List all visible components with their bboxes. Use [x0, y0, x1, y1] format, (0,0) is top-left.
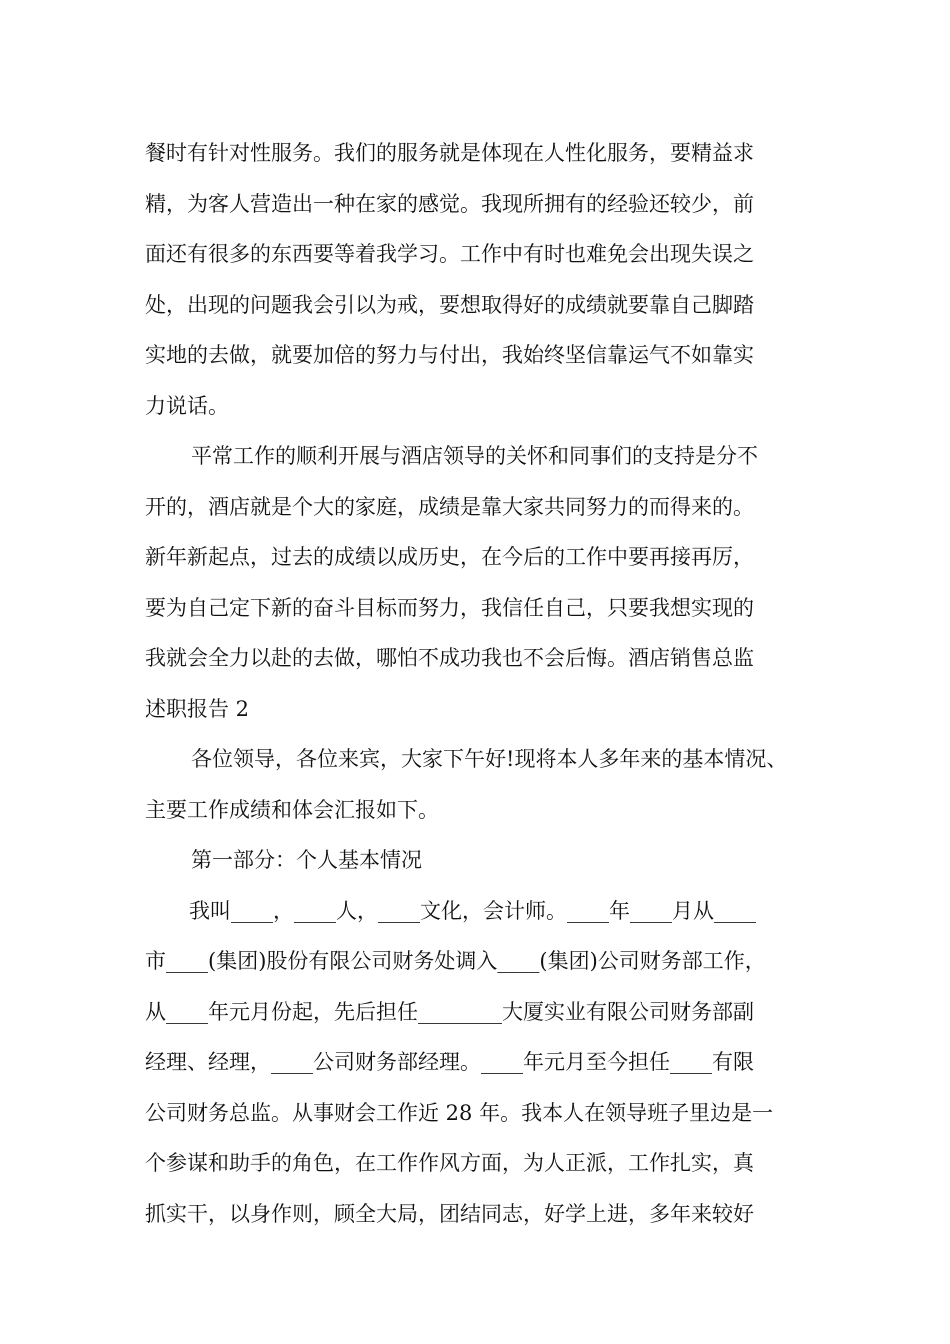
paragraph-start-line: 我叫____，____人，____文化，会计师。____年____月从____: [189, 898, 756, 923]
text-line: 从____年元月份起，先后担任________大厦实业有限公司财务部副: [145, 999, 754, 1024]
text-line: 经理、经理，____公司财务部经理。____年元月至今担任____有限: [145, 1050, 754, 1074]
text-line: 面还有很多的东西要等着我学习。工作中有时也难免会出现失误之: [145, 242, 754, 266]
paragraph-start-line: 各位领导，各位来宾，大家下午好!现将本人多年来的基本情况、: [191, 747, 788, 771]
text-line: 处，出现的问题我会引以为戒，要想取得好的成绩就要靠自己脚踏: [145, 292, 754, 317]
text-line: 实地的去做，就要加倍的努力与付出，我始终坚信靠运气不如靠实: [145, 343, 754, 367]
text-line: 抓实干，以身作则，顾全大局，团结同志，好学上进，多年来较好: [145, 1201, 754, 1226]
text-line: 餐时有针对性服务。我们的服务就是体现在人性化服务，要精益求: [145, 141, 754, 165]
text-line: 力说话。: [145, 393, 229, 418]
text-line: 市____(集团)股份有限公司财务处调入____(集团)公司财务部工作，: [145, 949, 766, 973]
text-line: 我就会全力以赴的去做，哪怕不成功我也不会后悔。酒店销售总监: [145, 646, 754, 670]
section-heading: 第一部分：个人基本情况: [191, 848, 422, 872]
text-line: 公司财务总监。从事财会工作近 28 年。我本人在领导班子里边是一: [145, 1100, 774, 1125]
text-line: 精，为客人营造出一种在家的感觉。我现所拥有的经验还较少，前: [145, 191, 754, 216]
report-title-line: 述职报告 2: [145, 696, 250, 721]
text-line: 新年新起点，过去的成绩以成历史，在今后的工作中要再接再厉，: [145, 545, 754, 569]
text-line: 开的，酒店就是个大的家庭，成绩是靠大家共同努力的而得来的。: [145, 494, 754, 519]
text-line: 要为自己定下新的奋斗目标而努力，我信任自己，只要我想实现的: [145, 595, 754, 620]
text-line: 主要工作成绩和体会汇报如下。: [145, 797, 439, 822]
text-line: 个参谋和助手的角色，在工作作风方面，为人正派，工作扎实，真: [145, 1151, 754, 1175]
paragraph-start-line: 平常工作的顺利开展与酒店领导的关怀和同事们的支持是分不: [191, 444, 758, 468]
document-body: [145, 128, 815, 1239]
